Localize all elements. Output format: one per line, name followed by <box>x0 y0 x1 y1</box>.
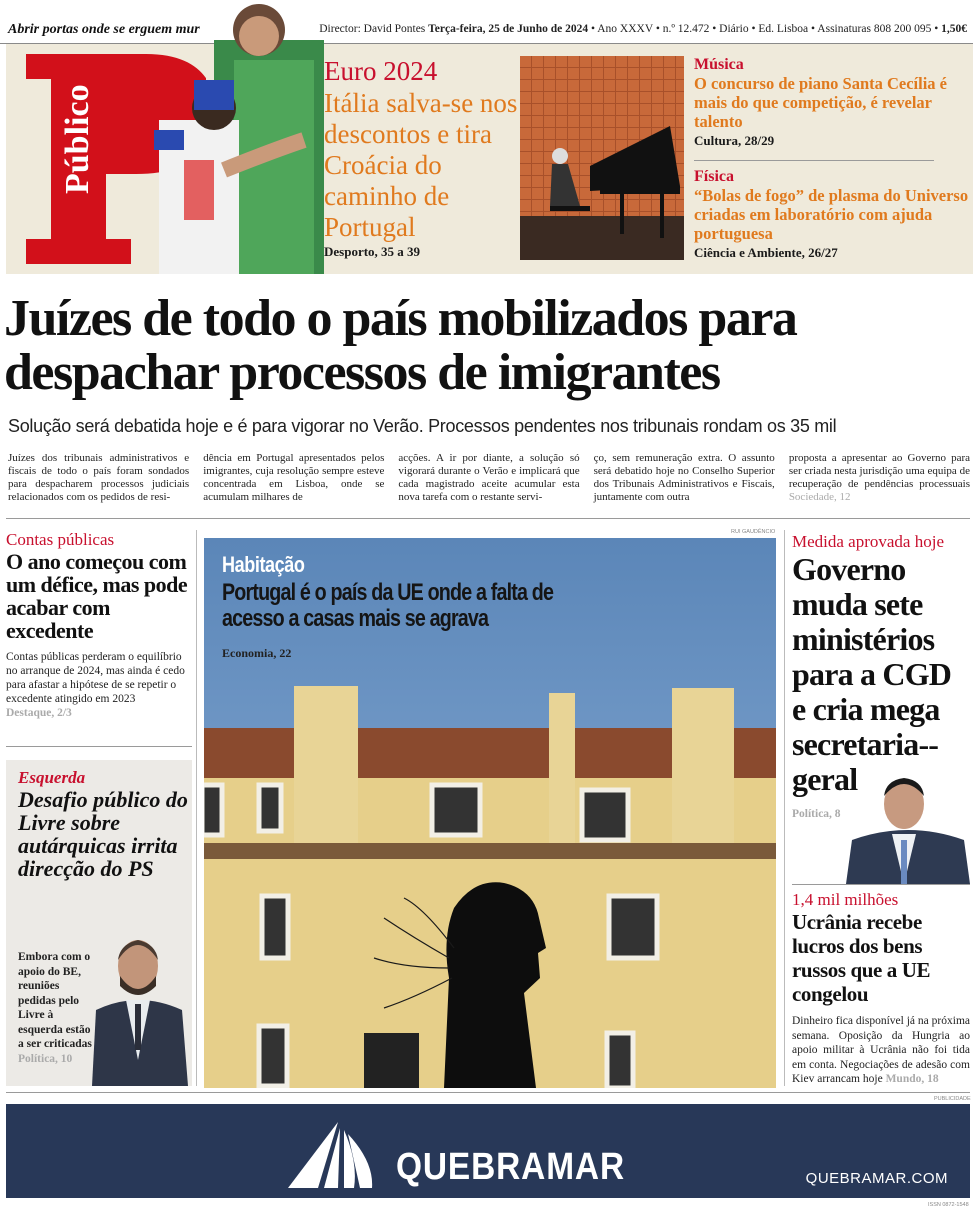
ad-url[interactable]: QUEBRAMAR.COM <box>805 1170 948 1187</box>
ucrania-body <box>792 1014 970 1087</box>
price: 1,50€ <box>941 23 967 35</box>
ucrania-ref: Mundo, 18 <box>885 1073 939 1085</box>
slogan: Abrir portas onde se erguem mur <box>8 22 200 37</box>
ucrania-headline: Ucrânia recebe lucros dos bens russos que a UE congelou <box>792 910 931 1006</box>
physics-headline: “Bolas de fogo” de plasma do Universo criadas em laboratório com ajuda portuguesa <box>694 186 969 243</box>
esquerda-headline: Desafio público do Livre sobre autárquicas irrita direcção do PS <box>18 787 188 881</box>
lead-col-4: ço, sem remuneração extra. O assunto será debatido hoje no Conselho Superior dos Tribunais Administrativos e Fiscais, juntamente com outra <box>593 452 775 503</box>
habitacao-headline[interactable]: Portugal é o país da UE onde a falta de acesso a casas mais se agrava <box>222 579 554 632</box>
habitacao-section[interactable]: Economia, 22 <box>222 646 292 660</box>
lead-standfirst: Solução será debatida hoje e é para vigorar no Verão. Processos pendentes nos tribunais rondam os 35 mil <box>8 416 837 436</box>
sail-logo-icon <box>288 1122 378 1188</box>
issue-meta: • Ano XXXV • n.º 12.472 • Diário • Ed. Lisboa • Assinaturas 808 200 095 • <box>588 23 942 35</box>
esquerda-ref: Política, 10 <box>18 1052 73 1065</box>
euro-section[interactable]: Desporto, 35 a 39 <box>324 244 421 259</box>
governo-headline: Governo muda sete ministérios para a CGD e cria mega secretaria--geral <box>792 551 952 797</box>
divider <box>6 746 192 747</box>
physics-teaser[interactable] <box>694 168 969 261</box>
logo-name: Público <box>59 84 96 194</box>
music-section: Cultura, 28/29 <box>694 133 775 148</box>
ad-brand: QUEBRAMAR <box>396 1146 625 1188</box>
divider <box>196 530 197 1086</box>
ucrania-body-text: Dinheiro fica disponível já na próxima semana. Oposição da Hungria ao apoio militar à Ucrânia não foi tida em conta. Negociações de adesão com Kiev arrancam hoje <box>792 1015 970 1085</box>
divider <box>784 530 785 1086</box>
contas-body: Contas públicas perderam o equilíbrio no arranque de 2024, mas ainda é cedo para afastar a hipótese de se repetir o excedente atingido em 2023 <box>6 651 185 705</box>
lead-col-5-text: proposta a apresentar ao Governo para ser criada nesta jurisdição uma equipa de recuperação de pendências processuais <box>788 452 971 490</box>
contas-ref: Destaque, 2/3 <box>6 707 72 719</box>
physics-section: Ciência e Ambiente, 26/27 <box>694 245 838 260</box>
lead-col-3: acções. A ir por diante, a solução só vigorará durante o Verão e implicará que cada magistrado aceite acumular esta nova tarefa com o restante servi- <box>398 452 580 503</box>
divider <box>6 1092 970 1093</box>
contas-story[interactable] <box>6 530 192 720</box>
issn: ISSN 0872-1548 <box>928 1202 969 1208</box>
minister-photo <box>846 770 970 884</box>
photo-credit: RUI GAUDÊNCIO <box>731 529 776 535</box>
ucrania-story[interactable] <box>792 890 970 1087</box>
lead-body <box>8 452 970 504</box>
lead-col-2: dência em Portugal apresentados pelos imigrantes, cuja resolução sempre esteve concentrada em Lisboa, onde se acumulam milhares de <box>203 452 385 503</box>
divider <box>694 160 934 161</box>
esquerda-kicker: Esquerda <box>18 768 86 787</box>
governo-ref: Política, 8 <box>792 808 841 820</box>
piano-photo <box>520 56 684 260</box>
divider <box>6 518 970 519</box>
dateline <box>319 23 967 35</box>
governo-kicker: Medida aprovada hoje <box>792 532 944 551</box>
ucrania-kicker: 1,4 mil milhões <box>792 890 899 909</box>
music-teaser[interactable] <box>694 56 969 149</box>
lead-col-5 <box>789 452 970 504</box>
ad-label: PUBLICIDADE <box>934 1096 971 1102</box>
lead-headline[interactable]: Juízes de todo o país mobilizados para despachar processos de imigrantes <box>4 290 797 401</box>
euro-headline[interactable]: Itália salva-se nos descontos e tira Croácia do caminho de Portugal <box>324 88 518 242</box>
quebramar-ad[interactable] <box>6 1104 970 1198</box>
politician-photo <box>86 930 192 1086</box>
music-kicker: Música <box>694 56 744 73</box>
physics-kicker: Física <box>694 168 734 185</box>
lead-col-1: Juízes dos tribunais administrativos e fiscais de todo o país foram sondados para despacharem processos judiciais relacionados com os pedidos de resi- <box>8 452 190 503</box>
director: Director: David Pontes <box>319 23 426 35</box>
football-photo <box>154 0 324 274</box>
euro-kicker: Euro 2024 <box>324 56 438 86</box>
masthead-panel <box>6 44 973 274</box>
divider <box>792 884 970 885</box>
habitacao-kicker: Habitação <box>222 552 305 577</box>
music-headline: O concurso de piano Santa Cecília é mais do que competição, é revelar talento <box>694 74 948 131</box>
lead-ref[interactable]: Sociedade, 12 <box>788 491 851 503</box>
esquerda-body-text: Embora com o apoio do BE, reuniões pedidas pelo Livre à esquerda estão a ser criticadas <box>18 951 92 1050</box>
issue-date: Terça-feira, 25 de Junho de 2024 <box>428 23 589 35</box>
contas-kicker: Contas públicas <box>6 530 115 549</box>
contas-headline: O ano começou com um défice, mas pode acabar com excedente <box>6 549 188 643</box>
